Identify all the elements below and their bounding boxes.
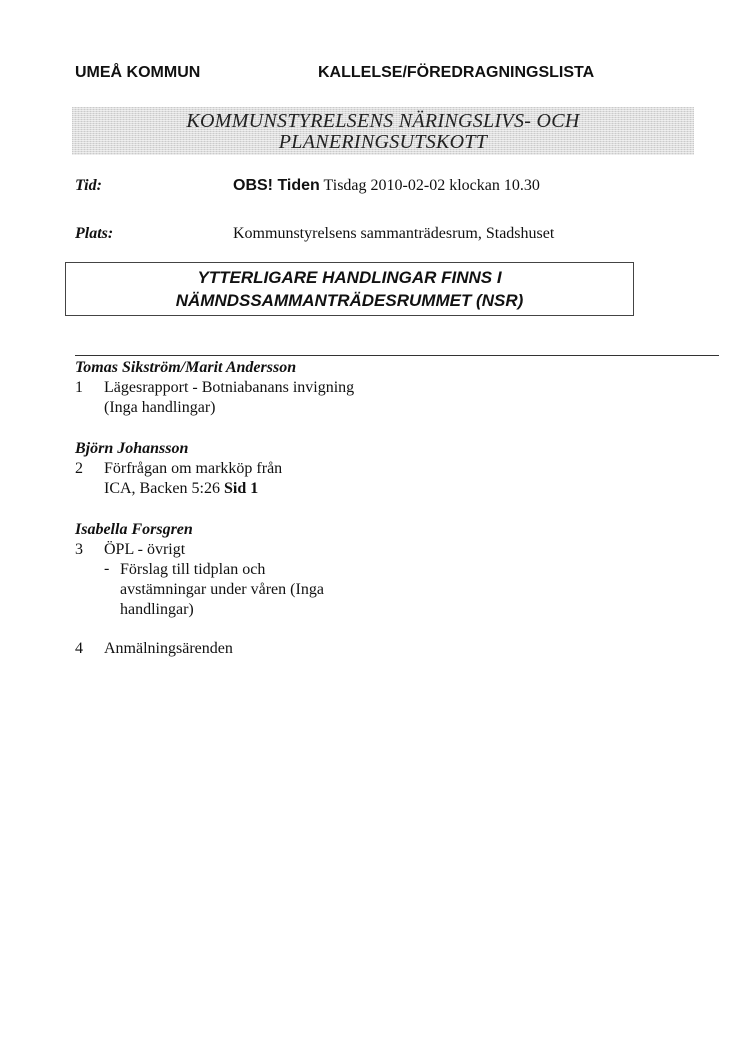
item-3-sub-line-3: handlingar) bbox=[120, 601, 194, 618]
item-3-presenter: Isabella Forsgren bbox=[75, 521, 193, 538]
item-3-number: 3 bbox=[75, 541, 83, 558]
item-3-bullet-dash: - bbox=[104, 560, 110, 577]
time-label: Tid: bbox=[75, 177, 102, 194]
item-2-title bbox=[104, 459, 282, 499]
item-2-page-ref: Sid 1 bbox=[223, 480, 259, 497]
item-1-title bbox=[104, 378, 354, 418]
place-label: Plats: bbox=[75, 225, 114, 242]
item-3-title: ÖPL - övrigt bbox=[104, 541, 186, 558]
item-3-sub-line-1: Förslag till tidplan och bbox=[120, 561, 266, 578]
document-type: KALLELSE/FÖREDRAGNINGSLISTA bbox=[318, 64, 595, 81]
item-2-presenter: Björn Johansson bbox=[75, 440, 189, 457]
item-4-number: 4 bbox=[75, 640, 83, 657]
time-note: OBS! Tiden bbox=[233, 177, 320, 194]
item-1-presenter: Tomas Sikström/Marit Andersson bbox=[75, 359, 297, 376]
item-1-line-1: Lägesrapport - Botniabanans invigning bbox=[104, 379, 355, 396]
item-1-line-2: (Inga handlingar) bbox=[104, 399, 216, 416]
agenda-divider bbox=[75, 355, 719, 356]
item-2-line-1: Förfrågan om markköp från bbox=[104, 460, 283, 477]
item-3-subpoint bbox=[120, 560, 324, 620]
committee-title-line-1: KOMMUNSTYRELSENS NÄRINGSLIVS- OCH bbox=[186, 110, 580, 132]
item-1-number: 1 bbox=[75, 379, 83, 396]
time-value: Tisdag 2010-02-02 klockan 10.30 bbox=[323, 177, 540, 194]
documents-notice-box bbox=[65, 262, 634, 316]
notice-line-2: NÄMNDSSAMMANTRÄDESRUMMET (NSR) bbox=[175, 291, 524, 310]
item-2-line-2-row bbox=[104, 479, 282, 499]
time-value-row bbox=[233, 177, 540, 195]
item-3-sub-line-2: avstämningar under våren (Inga bbox=[120, 581, 324, 598]
item-4-title: Anmälningsärenden bbox=[104, 640, 233, 657]
notice-line-1: YTTERLIGARE HANDLINGAR FINNS I bbox=[197, 268, 502, 287]
item-2-number: 2 bbox=[75, 460, 83, 477]
committee-title-line-2: PLANERINGSUTSKOTT bbox=[278, 131, 488, 153]
item-2-line-2: ICA, Backen 5:26 bbox=[104, 480, 220, 497]
organization-name: UMEÅ KOMMUN bbox=[75, 64, 201, 81]
place-value: Kommunstyrelsens sammanträdesrum, Stadshuset bbox=[233, 225, 555, 242]
committee-title-band bbox=[72, 107, 694, 155]
